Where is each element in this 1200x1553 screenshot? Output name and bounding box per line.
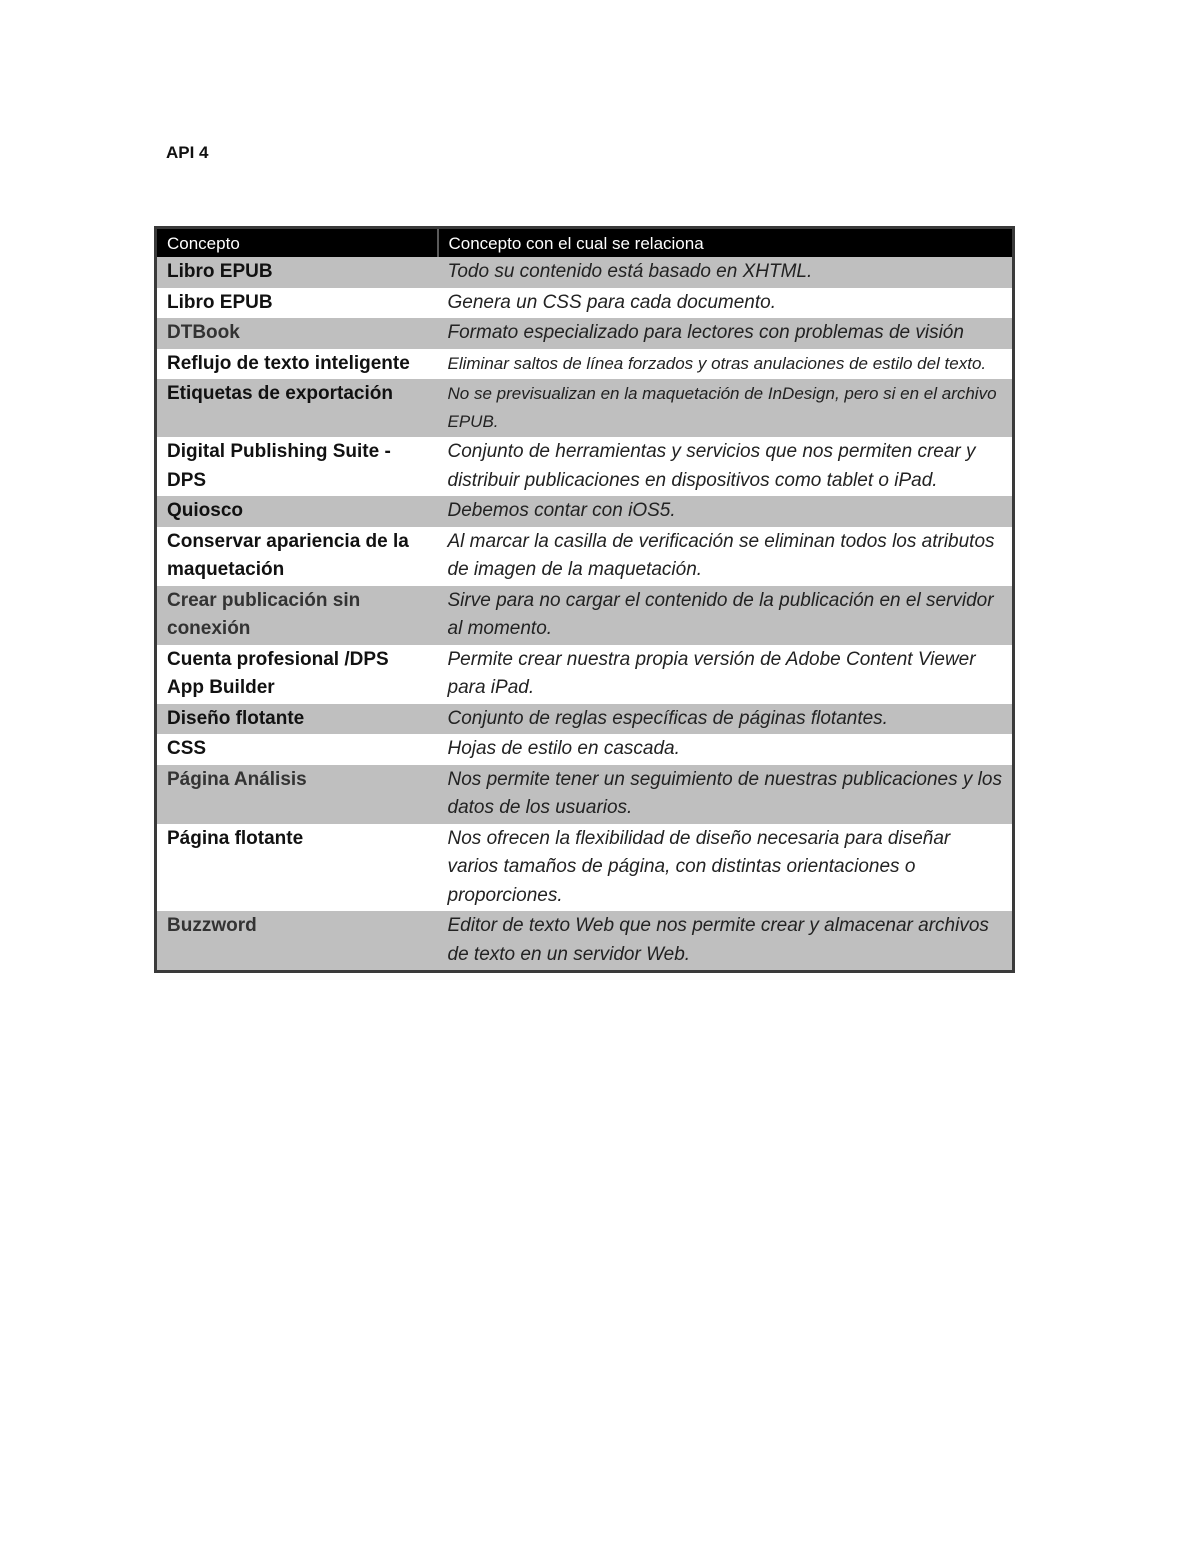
header-concepto-relacionado: Concepto con el cual se relaciona bbox=[438, 228, 1014, 258]
table-row bbox=[156, 586, 1014, 645]
row-term: Buzzword bbox=[156, 911, 438, 972]
row-description: Nos ofrecen la flexibilidad de diseño necesaria para diseñar varios tamaños de página, con distintas orientaciones o proporciones. bbox=[447, 827, 951, 906]
table-row bbox=[156, 288, 1014, 319]
row-description: Sirve para no cargar el contenido de la publicación en el servidor al momento. bbox=[438, 586, 1014, 645]
table-row bbox=[156, 824, 1014, 912]
table-body bbox=[156, 257, 1014, 972]
row-term: Página Análisis bbox=[156, 765, 438, 824]
table-row bbox=[156, 496, 1014, 527]
document-title: API 4 bbox=[166, 143, 209, 162]
row-term: Crear publicación sin conexión bbox=[156, 586, 438, 645]
row-description: Nos permite tener un seguimiento de nuestras publicaciones y los datos de los usuarios. bbox=[438, 765, 1014, 824]
table-row bbox=[156, 704, 1014, 735]
row-term: Quiosco bbox=[156, 496, 438, 527]
table-row bbox=[156, 379, 1014, 437]
row-term: CSS bbox=[167, 738, 207, 759]
table-row bbox=[156, 765, 1014, 824]
concept-table bbox=[154, 226, 1015, 973]
row-description: Debemos contar con iOS5. bbox=[438, 496, 1014, 527]
row-description: No se previsualizan en la maquetación de InDesign, pero si en el archivo EPUB. bbox=[438, 379, 1014, 437]
table-row bbox=[156, 734, 1014, 765]
header-concepto: Concepto bbox=[156, 228, 438, 258]
table-row bbox=[156, 645, 1014, 704]
row-term: Página flotante bbox=[167, 827, 304, 849]
table-row bbox=[156, 911, 1014, 972]
row-description: Conjunto de herramientas y servicios que nos permiten crear y distribuir publicaciones en dispositivos como tablet o iPad. bbox=[447, 441, 976, 491]
table-row bbox=[156, 349, 1014, 380]
row-description: Permite crear nuestra propia versión de Adobe Content Viewer para iPad. bbox=[447, 648, 976, 698]
row-term: Reflujo de texto inteligente bbox=[167, 352, 410, 374]
row-term: Etiquetas de exportación bbox=[156, 379, 438, 437]
row-term: Cuenta profesional /DPS App Builder bbox=[167, 648, 389, 698]
row-description: Hojas de estilo en cascada. bbox=[447, 738, 680, 759]
row-term: Conservar apariencia de la maquetación bbox=[167, 530, 409, 580]
table-row bbox=[156, 318, 1014, 349]
table-header-row bbox=[156, 228, 1014, 258]
table-row bbox=[156, 527, 1014, 586]
row-description: Todo su contenido está basado en XHTML. bbox=[438, 257, 1014, 288]
row-term: Libro EPUB bbox=[156, 257, 438, 288]
row-description: Conjunto de reglas específicas de páginas flotantes. bbox=[438, 704, 1014, 735]
table-row bbox=[156, 257, 1014, 288]
row-description: Al marcar la casilla de verificación se eliminan todos los atributos de imagen de la maquetación. bbox=[447, 530, 995, 580]
row-term: DTBook bbox=[156, 318, 438, 349]
row-term: Diseño flotante bbox=[156, 704, 438, 735]
row-description: Editor de texto Web que nos permite crear y almacenar archivos de texto en un servidor Web. bbox=[438, 911, 1014, 972]
row-description: Genera un CSS para cada documento. bbox=[447, 291, 776, 313]
row-term: Libro EPUB bbox=[167, 291, 273, 313]
row-term: Digital Publishing Suite - DPS bbox=[167, 441, 391, 491]
table-row bbox=[156, 437, 1014, 496]
row-description: Formato especializado para lectores con problemas de visión bbox=[438, 318, 1014, 349]
row-description: Eliminar saltos de línea forzados y otras anulaciones de estilo del texto. bbox=[447, 353, 987, 373]
